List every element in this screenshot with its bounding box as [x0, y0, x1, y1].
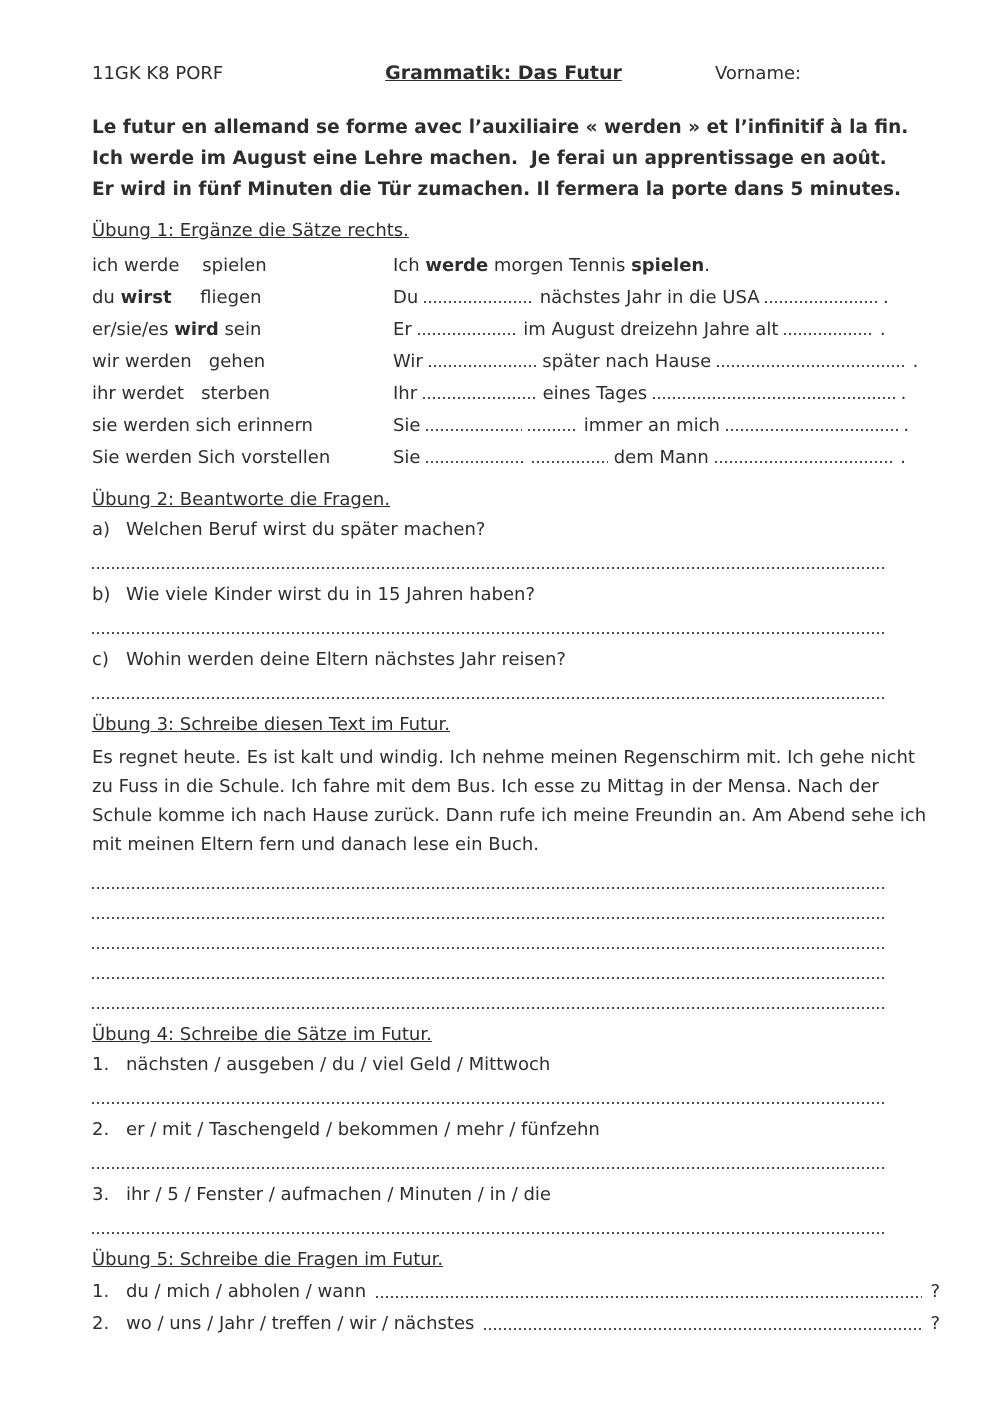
text-segment: . — [874, 319, 886, 341]
item-number: 1. — [92, 1281, 110, 1303]
text-segment: . — [897, 415, 910, 437]
answer-blank — [418, 333, 518, 335]
sentence-cell — [393, 442, 940, 474]
text-segment: sie werden sich erinnern — [92, 415, 313, 437]
question-row — [92, 584, 940, 605]
answer-blank — [376, 1296, 922, 1298]
sentence-prompt-row — [92, 1184, 940, 1205]
verb-form-cell — [92, 250, 393, 282]
text-segment: werde — [425, 255, 489, 277]
text-segment: spielen — [631, 255, 705, 277]
answer-line — [92, 632, 886, 634]
text-segment: . — [894, 383, 907, 405]
answer-blank — [423, 397, 537, 399]
question-text: Welchen Beruf wirst du später machen? — [126, 519, 486, 541]
answer-blank — [484, 1328, 922, 1330]
page-title: Grammatik: Das Futur — [385, 62, 622, 84]
sentence-cell — [393, 250, 940, 282]
answer-blank — [532, 461, 608, 463]
text-segment: morgen Tennis — [488, 255, 632, 277]
text-segment: dem Mann — [607, 447, 715, 469]
answer-line — [92, 1232, 886, 1234]
sentence-cell — [393, 282, 940, 314]
verb-form-cell — [92, 346, 393, 378]
conjugation-row — [92, 410, 940, 442]
conjugation-row — [92, 442, 940, 474]
exercise-1 — [92, 220, 940, 474]
answer-line — [92, 947, 886, 949]
text-segment: nächstes Jahr in die USA — [534, 287, 766, 309]
verb-form-cell — [92, 378, 393, 410]
sentence-prompt-row — [92, 1054, 940, 1075]
sentence-cell — [393, 346, 940, 378]
text-segment: . — [704, 255, 710, 277]
answer-blank — [765, 301, 877, 303]
class-code: 11GK K8 PORF — [92, 63, 224, 84]
text-segment: . — [906, 351, 919, 373]
answer-blank — [653, 397, 895, 399]
conjugation-row — [92, 250, 940, 282]
text-segment: Sie — [393, 415, 427, 437]
sentence-prompt-row — [92, 1119, 940, 1140]
sentence-prompt-text: ihr / 5 / Fenster / aufmachen / Minuten / in / die — [126, 1184, 551, 1206]
exercise-1-heading: Übung 1: Ergänze die Sätze rechts. — [92, 220, 409, 242]
sentence-prompt-text: nächsten / ausgeben / du / viel Geld / Mittwoch — [126, 1054, 551, 1076]
text-segment: Sie — [393, 447, 427, 469]
text-segment: wird — [174, 319, 219, 341]
answer-blank — [424, 301, 534, 303]
exercise-5-items — [92, 1281, 940, 1334]
item-number: 1. — [92, 1054, 110, 1076]
intro-line-1: Le futur en allemand se forme avec l’auxiliaire « werden » et l’infinitif à la fin. — [92, 117, 909, 138]
answer-blank — [426, 461, 526, 463]
text-segment: später nach Hause — [536, 351, 717, 373]
text-segment: er/sie/es — [92, 319, 175, 341]
answer-blank — [726, 429, 898, 431]
text-segment: wirst — [120, 287, 172, 309]
answer-line — [92, 917, 886, 919]
text-segment: eines Tages — [536, 383, 653, 405]
question-prompt-text: du / mich / abholen / wann — [126, 1281, 367, 1303]
answer-line — [92, 977, 886, 979]
text-segment: du — [92, 287, 121, 309]
text-segment — [522, 415, 528, 436]
conjugation-row — [92, 346, 940, 378]
answer-blank — [717, 365, 907, 367]
text-segment: Wir — [393, 351, 429, 373]
item-number: 2. — [92, 1313, 110, 1335]
conjugation-row — [92, 378, 940, 410]
question-label: b) — [92, 584, 111, 606]
exercise-4-items — [92, 1054, 940, 1234]
text-segment: im August dreizehn Jahre alt — [517, 319, 785, 341]
text-segment: . — [877, 287, 889, 309]
item-number: 2. — [92, 1119, 110, 1141]
exercise-4-heading: Übung 4: Schreibe die Sätze im Futur. — [92, 1024, 432, 1046]
sentence-prompt-text: er / mit / Taschengeld / bekommen / mehr / fünfzehn — [126, 1119, 600, 1141]
exercise-5-heading: Übung 5: Schreibe die Fragen im Futur. — [92, 1249, 444, 1271]
answer-line — [92, 1007, 886, 1009]
answer-blank — [426, 429, 522, 431]
text-segment: Sie werden Sich vorstellen — [92, 447, 331, 469]
sentence-cell — [393, 410, 940, 442]
question-mark: ? — [930, 1281, 940, 1303]
verb-form-cell — [92, 442, 393, 474]
intro-line-3: Er wird in fünf Minuten die Tür zumachen. Il fermera la porte dans 5 minutes. — [92, 179, 902, 201]
answer-blank — [715, 461, 895, 463]
answer-blank — [429, 365, 537, 367]
question-text: Wie viele Kinder wirst du in 15 Jahren haben? — [126, 584, 536, 606]
question-prompt-row — [92, 1313, 940, 1334]
question-label: a) — [92, 519, 111, 541]
exercise-4 — [92, 1024, 940, 1234]
exercise-2-heading: Übung 2: Beantworte die Fragen. — [92, 489, 391, 511]
sentence-cell — [393, 314, 940, 346]
text-segment: ich werde spielen — [92, 255, 267, 277]
answer-line — [92, 887, 886, 889]
page-header — [92, 62, 940, 84]
exercise-3 — [92, 714, 940, 1009]
item-number: 3. — [92, 1184, 110, 1206]
answer-blank — [528, 429, 578, 431]
answer-line — [92, 1167, 886, 1169]
text-segment: sein — [218, 319, 262, 341]
intro-line-2: Ich werde im August eine Lehre machen. Je ferai un apprentissage en août. — [92, 148, 887, 170]
answer-line — [92, 567, 886, 569]
exercise-3-answer-area — [92, 887, 940, 1009]
exercise-3-heading: Übung 3: Schreibe diesen Text im Futur. — [92, 714, 451, 736]
exercise-3-text: Es regnet heute. Es ist kalt und windig. Ich nehme meinen Regenschirm mit. Ich gehe nicht zu Fuss in die Schule. Ich fahre mit dem Bus. Ich esse zu Mittag in der Mensa. Nach der Schule komme ich nach Hause zurück. Dann rufe ich meine Freundin an. Am Abend sehe ich mit meinen Eltern fern und danach lese ein Buch. — [92, 747, 932, 855]
verb-form-cell — [92, 410, 393, 442]
text-segment: Ihr — [393, 383, 423, 405]
question-text: Wohin werden deine Eltern nächstes Jahr reisen? — [126, 649, 566, 671]
conjugation-table — [92, 250, 940, 474]
answer-line — [92, 697, 886, 699]
conjugation-row — [92, 314, 940, 346]
answer-line — [92, 1102, 886, 1104]
text-segment: Er — [393, 319, 418, 341]
exercise-2-questions — [92, 519, 940, 699]
question-prompt-row — [92, 1281, 940, 1302]
question-row — [92, 519, 940, 540]
conjugation-row — [92, 282, 940, 314]
question-prompt-text: wo / uns / Jahr / treffen / wir / nächstes — [126, 1313, 475, 1335]
sentence-cell — [393, 378, 940, 410]
text-segment — [526, 447, 532, 468]
verb-form-cell — [92, 314, 393, 346]
vorname-label: Vorname: — [715, 63, 802, 84]
text-segment: ihr werdet sterben — [92, 383, 270, 405]
text-segment: Du — [393, 287, 424, 309]
question-row — [92, 649, 940, 670]
verb-form-cell — [92, 282, 393, 314]
exercise-2 — [92, 489, 940, 699]
text-segment: fliegen — [171, 287, 262, 309]
text-segment: immer an mich — [577, 415, 726, 437]
text-segment: . — [894, 447, 906, 469]
question-label: c) — [92, 649, 109, 671]
exercise-5 — [92, 1249, 940, 1334]
answer-blank — [784, 333, 874, 335]
intro-paragraph — [92, 112, 940, 205]
question-mark: ? — [930, 1313, 940, 1335]
text-segment: wir werden gehen — [92, 351, 266, 373]
text-segment: Ich — [393, 255, 426, 277]
